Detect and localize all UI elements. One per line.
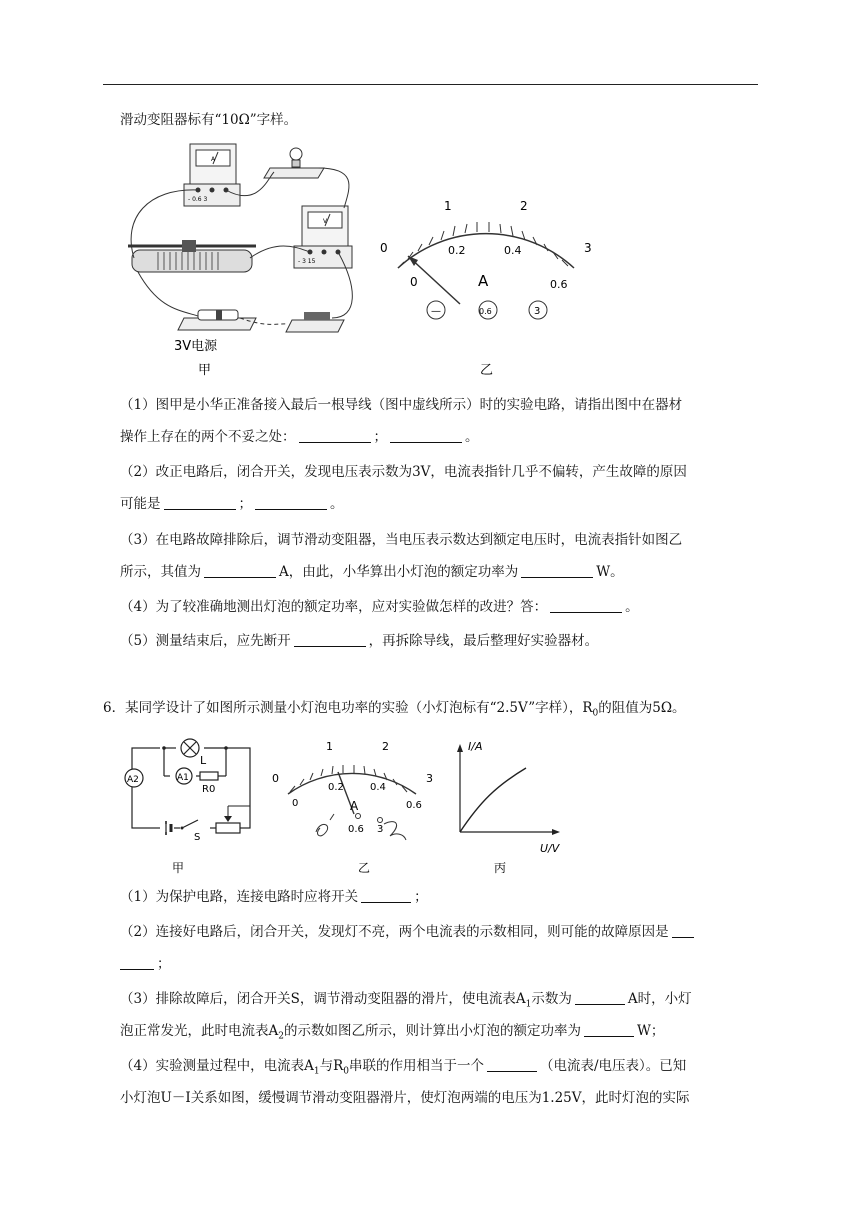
q5-answer-blank-2[interactable] [390, 428, 462, 443]
ammeter-dial-2 [272, 740, 433, 840]
q6-answer-blank-3[interactable] [575, 990, 625, 1005]
iu-graph [457, 740, 561, 855]
caption-yi-1: 乙 [480, 363, 494, 378]
q6-answer-blank-5[interactable] [487, 1057, 537, 1072]
figure-1 [118, 138, 618, 378]
switch-device [286, 312, 344, 332]
q6-stem: 6．某同学设计了如图所示测量小灯泡电功率的实验（小灯泡标有“2.5V”字样），$R_0$的阻值为5Ω。 [103, 700, 686, 719]
q6-answer-blank-2a[interactable] [672, 923, 694, 938]
q6-part4-line2: 小灯泡U－I关系如图，缓慢调节滑动变阻器滑片，使灯泡两端的电压为1.25V，此时灯泡的实际 [120, 1090, 690, 1106]
q6-answer-blank-1[interactable] [361, 888, 411, 903]
q5-part2-line2: 可能是 ； 。 [120, 496, 344, 512]
figure-2 [120, 728, 580, 878]
dial2-top-2: 2 [382, 740, 389, 753]
q5-answer-blank-4[interactable] [255, 495, 327, 510]
voltmeter-symbol: V [323, 218, 328, 225]
caption-jia-1: 甲 [198, 363, 212, 378]
caption-yi-2: 乙 [358, 861, 371, 875]
dial2-top-3: 3 [426, 772, 433, 785]
dial2-bottom-06: 0.6 [406, 800, 422, 811]
q5-answer-blank-6[interactable] [521, 563, 593, 578]
iu-curve [460, 768, 526, 832]
q5-part3-line2: 所示，其值为 A，由此，小华算出小灯泡的额定功率为 W。 [120, 564, 624, 580]
q5-answer-blank-1[interactable] [299, 428, 371, 443]
dial2-top-0: 0 [272, 772, 279, 785]
q6-part3-line1: （3）排除故障后，闭合开关S，调节滑动变阻器的滑片，使电流表$A_1$示数为 A时，小灯 [120, 991, 692, 1010]
dial-unit: A [478, 272, 489, 290]
rheostat-device [128, 240, 256, 272]
dial-top-1: 1 [444, 199, 452, 213]
q6-part3-line2: 泡正常发光，此时电流表$A_2$的示数如图乙所示，则计算出小灯泡的额定功率为 W； [120, 1023, 665, 1042]
dial2-unit: A [350, 799, 359, 813]
dial-bottom-02: 0.2 [448, 244, 466, 257]
dial-top-3: 3 [584, 241, 592, 255]
q6-answer-blank-4[interactable] [584, 1022, 634, 1037]
q5-part4: （4）为了较准确地测出灯泡的额定功率，应对实验做怎样的改进？答： 。 [120, 599, 639, 615]
terminal-06: 0.6 [479, 307, 492, 316]
q6-part1: （1）为保护电路，连接电路时应将开关 ； [120, 889, 428, 905]
battery-device [178, 310, 256, 330]
a1-label: A1 [177, 773, 189, 783]
dial-bottom-06: 0.6 [550, 278, 568, 291]
y-axis-label: I/A [468, 740, 483, 753]
voltmeter-terminals: - 3 15 [298, 258, 316, 265]
dial2-terminal-3: 3 [377, 824, 384, 835]
dial-bottom-04: 0.4 [504, 244, 522, 257]
dial-top-2: 2 [520, 199, 528, 213]
dial2-top-1: 1 [326, 740, 333, 753]
q5-answer-blank-5[interactable] [204, 563, 276, 578]
dial-top-0: 0 [380, 241, 388, 255]
q5-part3-line1: （3）在电路故障排除后，调节滑动变阻器，当电压表示数达到额定电压时，电流表指针如图乙 [120, 532, 683, 548]
r0-label: R0 [202, 784, 216, 795]
x-axis-label: U/V [540, 842, 560, 855]
ammeter-dial [380, 199, 592, 319]
dial2-terminal-06: 0.6 [348, 824, 364, 835]
voltmeter-device [294, 206, 352, 268]
dial2-bottom-0: 0 [292, 798, 299, 809]
circuit-diagram [125, 739, 250, 828]
source-label: 3V电源 [174, 339, 218, 354]
q6-answer-blank-2b[interactable] [120, 955, 154, 970]
q5-part5: （5）测量结束后，应先断开 ，再拆除导线，最后整理好实验器材。 [120, 633, 599, 649]
terminal-minus: — [431, 306, 441, 317]
ammeter-symbol: A [211, 156, 216, 163]
q6-part4-line1: （4）实验测量过程中，电流表$A_1$与$R_0$串联的作用相当于一个 （电流表/电压表）。已知 [120, 1058, 687, 1077]
caption-bing: 丙 [494, 861, 507, 875]
intro-line: 滑动变阻器标有“10Ω”字样。 [120, 112, 298, 128]
dial-bottom-0: 0 [410, 275, 418, 289]
switch-label: S [194, 832, 201, 843]
q5-part1-line2: 操作上存在的两个不妥之处： ； 。 [120, 429, 479, 445]
caption-jia-2: 甲 [172, 861, 185, 875]
q5-answer-blank-8[interactable] [294, 632, 366, 647]
header-rule [103, 84, 758, 85]
q6-part2-line1: （2）连接好电路后，闭合开关，发现灯不亮，两个电流表的示数相同，则可能的故障原因是 [120, 922, 697, 942]
dial2-bottom-04: 0.4 [370, 782, 386, 793]
ammeter-device [184, 144, 240, 206]
q5-answer-blank-3[interactable] [164, 495, 236, 510]
a2-label: A2 [127, 775, 139, 785]
q5-part2-line1: （2）改正电路后，闭合开关，发现电压表示数为3V，电流表指针几乎不偏转，产生故障的原因 [120, 464, 687, 480]
lamp-label: L [200, 754, 207, 767]
q5-part1-line1: （1）图甲是小华正准备接入最后一根导线（图中虚线所示）时的实验电路，请指出图中在器材 [120, 397, 683, 413]
q5-answer-blank-7[interactable] [550, 598, 622, 613]
terminal-3: 3 [534, 306, 541, 317]
dial2-bottom-02: 0.2 [328, 782, 344, 793]
q6-part2-line2: ； [120, 954, 171, 974]
ammeter-terminals: - 0.6 3 [188, 196, 208, 203]
